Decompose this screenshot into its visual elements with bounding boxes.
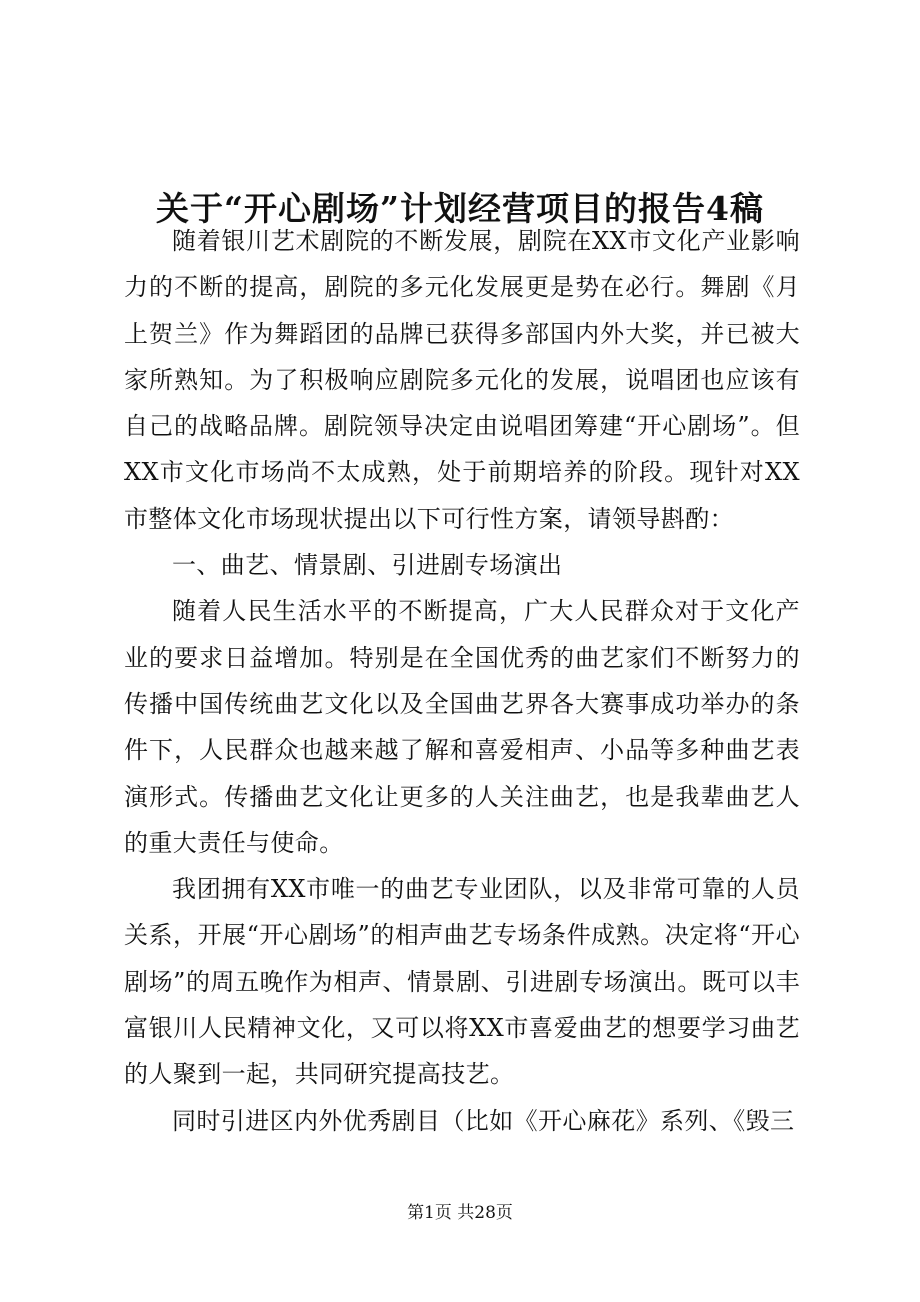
- page-footer: [0, 1200, 920, 1226]
- paragraph-import: 同时引进区内外优秀剧目（比如《开心麻花》系列、《毁三: [172, 1106, 795, 1135]
- document-body: [124, 218, 800, 1144]
- page-number: 第1页 共28页: [407, 1203, 513, 1223]
- section-heading-1: 一、曲艺、情景剧、引进剧专场演出: [172, 551, 563, 580]
- document-title: 关于“开心剧场”计划经营项目的报告4稿: [156, 189, 764, 229]
- paragraph-background: 随着人民生活水平的不断提高，广大人民群众对于文化产业的要求日益增加。特别是在全国优秀的曲艺家们不断努力的传播中国传统曲艺文化以及全国曲艺界各大赛事成功举办的条件下，人民群众也越来越了解和喜爱相声、小品等多种曲艺表演形式。传播曲艺文化让更多的人关注曲艺，也是我辈曲艺人的重大责任与使命。: [124, 597, 800, 857]
- paragraph-intro: 随着银川艺术剧院的不断发展，剧院在XX市文化产业影响力的不断的提高，剧院的多元化发展更是势在必行。舞剧《月上贺兰》作为舞蹈团的品牌已获得多部国内外大奖，并已被大家所熟知。为了积极响应剧院多元化的发展，说唱团也应该有自己的战略品牌。剧院领导决定由说唱团筹建“开心剧场”。但XX市文化市场尚不太成熟，处于前期培养的阶段。现针对XX市整体文化市场现状提出以下可行性方案，请领导斟酌：: [124, 227, 800, 533]
- paragraph-plan: 我团拥有XX市唯一的曲艺专业团队，以及非常可靠的人员关系，开展“开心剧场”的相声曲艺专场条件成熟。决定将“开心剧场”的周五晚作为相声、情景剧、引进剧专场演出。既可以丰富银川人民精神文化，又可以将XX市喜爱曲艺的想要学习曲艺的人聚到一起，共同研究提高技艺。: [124, 875, 800, 1089]
